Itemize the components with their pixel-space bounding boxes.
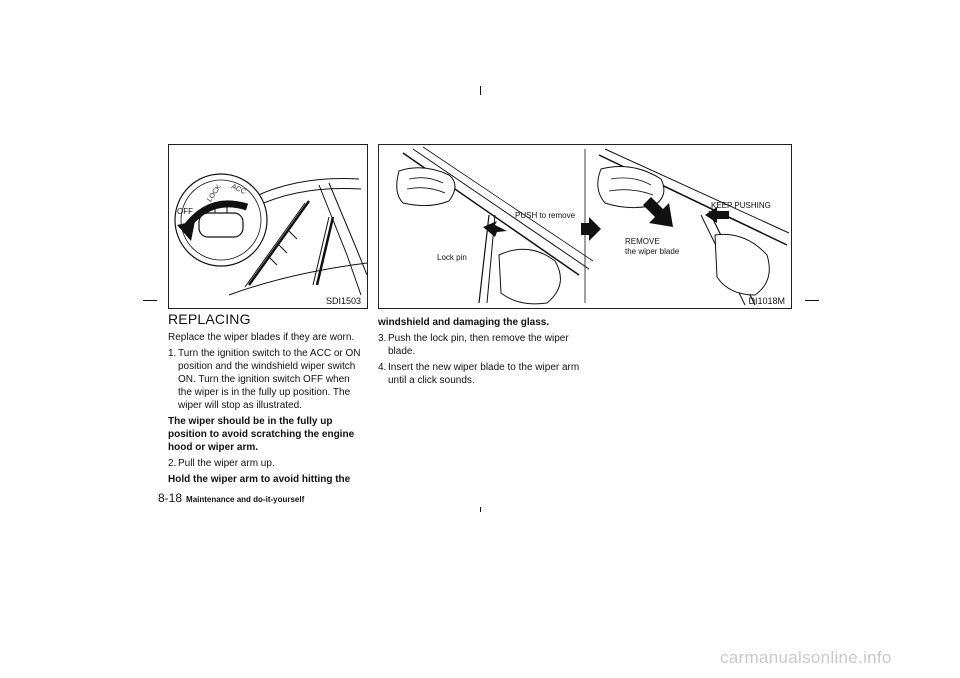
- step-3-number: 3.: [378, 333, 387, 344]
- crop-mark-bottom: [480, 507, 481, 512]
- figure-remove-blade: [378, 144, 792, 309]
- intro-text: Replace the wiper blades if they are worn.: [168, 332, 355, 343]
- step-1: [168, 347, 366, 412]
- step-3: [378, 332, 580, 358]
- text-column-right: [378, 316, 580, 390]
- warning-hold-arm-cont: windshield and damaging the glass.: [378, 317, 550, 328]
- step-1-text: Turn the ignition switch to the ACC or ON position and the windshield wiper switch ON. Turn the ignition switch OFF when the wiper is in the fully up position. The wiper will stop as illustrated.: [178, 348, 361, 411]
- windshield-illustration: [169, 145, 367, 308]
- label-lock-pin: Lock pin: [437, 253, 467, 262]
- step-1-number: 1.: [168, 348, 177, 359]
- step-3-text: Push the lock pin, then remove the wiper blade.: [388, 333, 569, 357]
- label-remove-blade: the wiper blade: [625, 247, 680, 256]
- wiper-removal-illustration: [379, 145, 791, 308]
- step-4: [378, 361, 580, 387]
- watermark: carmanualsonline.info: [720, 648, 892, 667]
- page-number: 8-18: [158, 491, 183, 505]
- crop-mark-left: [143, 300, 157, 301]
- step-2: [168, 457, 366, 470]
- label-acc: ACC: [230, 183, 247, 196]
- figure-code-right: DI1018M: [748, 296, 785, 306]
- label-lock: LOCK: [206, 183, 223, 204]
- step-4-text: Insert the new wiper blade to the wiper arm until a click sounds.: [388, 362, 580, 386]
- footer-section-title: Maintenance and do-it-yourself: [186, 495, 305, 504]
- step-2-text: Pull the wiper arm up.: [178, 458, 275, 469]
- label-remove: REMOVE: [625, 237, 660, 246]
- warning-hold-arm: Hold the wiper arm to avoid hitting the: [168, 474, 351, 485]
- step-2-number: 2.: [168, 458, 177, 469]
- label-push-to-remove: PUSH to remove: [515, 211, 576, 220]
- text-column-left: [168, 313, 366, 489]
- figure-ignition-wiper: [168, 144, 368, 309]
- figure-code-left: SDI1503: [325, 296, 361, 306]
- page-footer: [158, 489, 304, 507]
- crop-mark-right: [805, 300, 819, 301]
- section-heading: REPLACING: [168, 311, 251, 327]
- warning-fully-up: The wiper should be in the fully up position to avoid scratching the engine hood or wiper arm.: [168, 416, 355, 453]
- crop-mark-top: [480, 86, 481, 95]
- label-off: OFF: [177, 207, 193, 216]
- step-4-number: 4.: [378, 362, 387, 373]
- label-keep-pushing: KEEP PUSHING: [711, 201, 771, 210]
